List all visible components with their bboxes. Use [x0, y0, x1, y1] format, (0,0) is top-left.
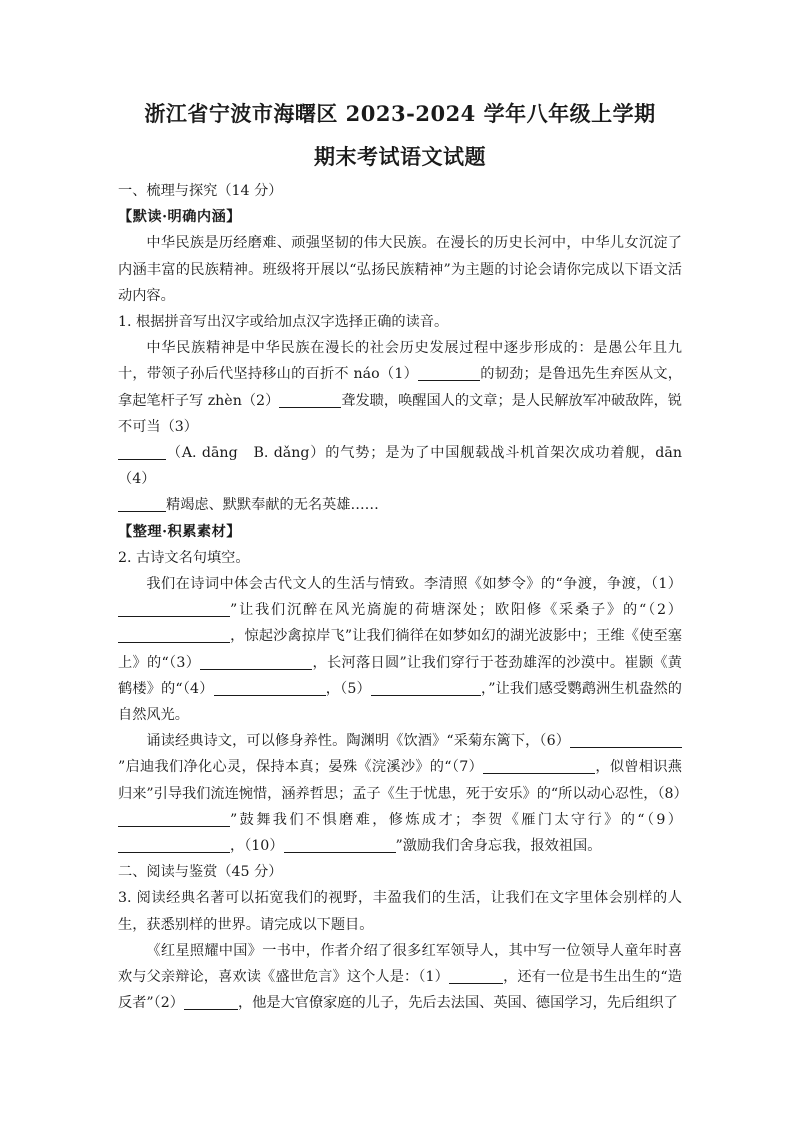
q2-text-7: 诵读经典诗文，可以修身养性。陶渊明《饮酒》“采菊东篱下，（6） [146, 733, 570, 750]
q2-text-4: ，长河落日圆”让我们穿行于苍劲雄浑的沙漠中。崔颢《黄鹤楼》的“（4） [118, 654, 682, 697]
question-1-paragraph [118, 335, 682, 440]
question-2-stem: 2. 古诗文名句填空。 [118, 549, 250, 566]
subsection-heading-2: 【整理·积累素材】 [118, 523, 241, 540]
q2-text-8: ”启迪我们净化心灵，保持本真；晏殊《浣溪沙》的“（7） [118, 759, 484, 776]
question-2-paragraph-1 [118, 571, 682, 728]
section-heading-2: 二、阅读与鉴赏（45 分） [118, 864, 283, 881]
q2-blank-1[interactable] [118, 600, 230, 617]
q1-blank-3[interactable] [118, 443, 166, 460]
q2-text-3: ，惊起沙禽掠岸飞”让我们徜徉在如梦如幻的湖光波影中；王维《使至塞上》的“（3） [118, 628, 682, 671]
q2-text-1: 我们在诗词中体会古代文人的生活与情致。李清照《如梦令》的“争渡，争渡，（1） [146, 576, 682, 593]
q2-blank-3[interactable] [200, 653, 312, 670]
q2-blank-10[interactable] [284, 836, 396, 853]
q2-text-10: ”鼓舞我们不惧磨难，修炼成才；李贺《雁门太守行》的“（9） [230, 811, 682, 828]
q1-text-1: 中华民族精神是中华民族在漫长的社会历史发展过程中逐步形成的：是愚公年且九十，带领子孙后代坚持移山的百折不 náo（1） [118, 340, 682, 383]
q1-text-2: 的韧劲；是鲁迅先生弃医从文，拿起笔杆子写 zhèn（2） [118, 366, 682, 409]
intro-paragraph: 中华民族是历经磨难、顽强坚韧的伟大民族。在漫长的历史长河中，中华儿女沉淀了内涵丰富的民族精神。班级将开展以“弘扬民族精神”为主题的讨论会请你完成以下语文活动内容。 [118, 235, 682, 304]
q2-text-11: ，（10） [230, 838, 284, 855]
q1-text-5: 精竭虑、默默奉献的无名英雄…… [166, 497, 379, 514]
q2-text-12: ”激励我们舍身忘我，报效祖国。 [395, 838, 602, 855]
q2-blank-6[interactable] [570, 731, 682, 748]
q1-blank-1[interactable] [418, 364, 480, 381]
q1-text-4: （A. dāng B. dǎng）的气势；是为了中国舰载战斗机首架次成功着舰，dān（4） [118, 445, 682, 488]
q2-blank-2[interactable] [118, 626, 230, 643]
q3-text-1: 《红星照耀中国》一书中，作者介绍了很多红军领导人，其中写一位领导人童年时喜欢与父亲辩论，喜欢读《盛世危言》这个人是：（1） [118, 942, 682, 986]
question-2-paragraph-2 [118, 728, 688, 859]
q2-blank-9[interactable] [118, 836, 230, 853]
subsection-heading-1: 【默读·明确内涵】 [118, 209, 241, 226]
question-3-stem: 3. 阅读经典名著可以拓宽我们的视野，丰盈我们的生活，让我们在文字里体会别样的人生，获悉别样的世界。请完成以下题目。 [118, 890, 682, 933]
q3-text-3: ，他是大官僚家庭的儿子，先后去法国、英国、德国学习，先后组织了 [237, 995, 678, 1012]
q3-text-2: ，还有一位是书生出生的“造反者”（2） [118, 969, 682, 1012]
q2-text-2: ”让我们沉醉在风光旖旎的荷塘深处；欧阳修《采桑子》的“（2） [230, 602, 682, 619]
q3-blank-2[interactable] [184, 993, 238, 1010]
q2-text-6: ，”让我们感受鹦鹉洲生机盎然的自然风光。 [118, 680, 682, 724]
question-1-paragraph-cont [118, 440, 682, 519]
q2-blank-7[interactable] [483, 757, 595, 774]
section-heading-1: 一、梳理与探究（14 分） [118, 183, 283, 199]
q1-blank-2[interactable] [279, 391, 341, 408]
q3-blank-1[interactable] [449, 967, 503, 984]
question-1-stem: 1. 根据拼音写出汉字或给加点汉字选择正确的读音。 [118, 314, 449, 331]
document-title: 浙江省宁波市海曙区 2023-2024 学年八年级上学期 [144, 101, 656, 126]
q2-blank-4[interactable] [214, 679, 326, 696]
q1-text-3: 聋发聩，唤醒国人的文章；是人民解放军冲破敌阵，锐不可当（3） [118, 392, 682, 435]
q2-blank-5[interactable] [371, 679, 481, 696]
document-body [118, 178, 688, 1017]
q2-text-9: ，似曾相识燕归来”引导我们流连惋惜，涵养哲思；孟子《生于忧患，死于安乐》的“所以动心忍性，（8） [118, 759, 688, 802]
q1-blank-4[interactable] [118, 495, 166, 512]
document-subtitle: 期末考试语文试题 [314, 144, 486, 169]
q2-blank-8[interactable] [118, 810, 230, 827]
q2-text-5: ，（5） [325, 680, 371, 697]
question-3-paragraph [118, 938, 682, 1017]
